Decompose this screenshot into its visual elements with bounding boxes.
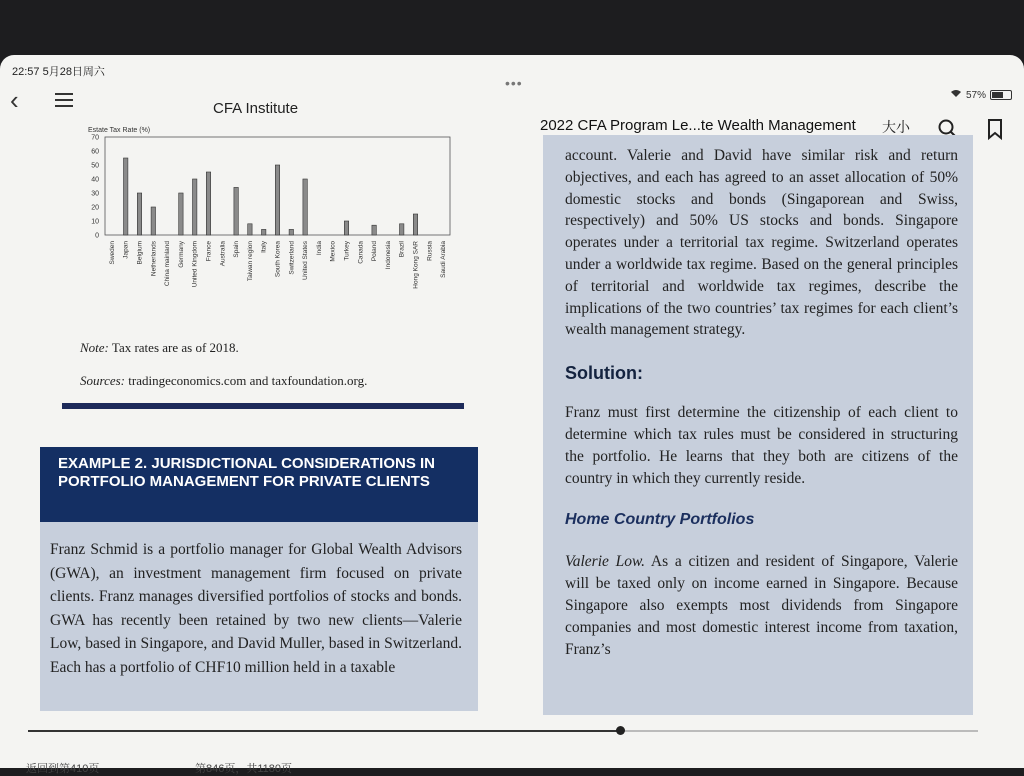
y-tick-label: 70 bbox=[91, 134, 99, 142]
right-para-2: Franz must first determine the citizenship of each client to determine which tax rules must be considered in structuring the portfolio. He learns that they both are citizens of the country in which they currently reside. bbox=[565, 404, 958, 487]
right-para-1: account. Valerie and David have similar risk and return objectives, and each has agreed to an asset allocation of 50% domestic stocks and bonds (Singaporean and Swiss, respectively) and 50% US stocks and bonds. Singapore operates under a territorial tax regime. Switzerland operates under a worldwide tax regime. Based on the general principles of territorial and worldwide tax regimes, describe the implications of the two countries’ tax regimes for each client’s wealth management strategy. bbox=[565, 147, 958, 339]
bar bbox=[262, 229, 266, 235]
back-button[interactable]: ‹ bbox=[10, 85, 19, 115]
right-para-3: Valerie Low. As a citizen and resident of Singapore, Valerie will be taxed only on income earned in Singapore. Because Singapore also exempts most dividends from Singapore companies and most domestic interest income from taxation, Franz’s bbox=[565, 553, 959, 658]
x-tick-label: India bbox=[315, 241, 323, 256]
x-tick-label: Spain bbox=[233, 241, 241, 258]
x-tick-label: Belgium bbox=[136, 241, 144, 265]
x-tick-label: Australia bbox=[219, 241, 227, 267]
x-tick-label: United States bbox=[302, 241, 310, 281]
x-tick-label: Japan bbox=[122, 241, 130, 259]
x-tick-label: France bbox=[205, 241, 213, 262]
page-counter: 第846页，共1180页 bbox=[195, 763, 293, 775]
book-title: 2022 CFA Program Le...te Wealth Management bbox=[540, 117, 856, 134]
bar bbox=[344, 221, 348, 235]
x-tick-label: Netherlands bbox=[150, 241, 158, 277]
x-tick-label: Mexico bbox=[329, 241, 337, 262]
more-dots[interactable]: ••• bbox=[505, 75, 523, 91]
x-tick-label: Hong Kong SAR bbox=[412, 241, 420, 289]
bar bbox=[289, 229, 293, 235]
x-tick-label: China mainland bbox=[164, 241, 172, 287]
y-tick-label: 0 bbox=[95, 232, 99, 240]
progress-fill bbox=[28, 730, 623, 732]
x-tick-label: Sweden bbox=[108, 241, 116, 265]
section-rule bbox=[62, 403, 464, 409]
y-tick-label: 10 bbox=[91, 218, 99, 226]
status-time: 22:57 5月28日周六 bbox=[12, 66, 105, 78]
bar bbox=[124, 158, 128, 235]
bar bbox=[206, 172, 210, 235]
x-tick-label: Switzerland bbox=[288, 241, 296, 275]
y-tick-label: 30 bbox=[91, 190, 99, 198]
y-tick-label: 40 bbox=[91, 176, 99, 184]
x-tick-label: Turkey bbox=[343, 241, 351, 261]
bar bbox=[303, 179, 307, 235]
example-title: EXAMPLE 2. JURISDICTIONAL CONSIDERATIONS IN PORTFOLIO MANAGEMENT FOR PRIVATE CLIENTS bbox=[40, 447, 478, 522]
example-box bbox=[40, 447, 478, 711]
x-tick-label: Canada bbox=[357, 241, 365, 264]
toc-icon[interactable] bbox=[55, 93, 73, 107]
example-body: Franz Schmid is a portfolio manager for Global Wealth Advisors (GWA), an investment management firm focused on private clients. Franz manages diversified portfolios of stocks and bonds. GWA has recently been retained by two new clients—Valerie Low, based in Singapore, and David Muller, based in Switzerland. Each has a portfolio of CHF10 million held in a taxable bbox=[50, 541, 462, 676]
x-tick-label: Saudi Arabia bbox=[440, 241, 448, 278]
bar bbox=[413, 214, 417, 235]
bar bbox=[275, 165, 279, 235]
solution-heading: Solution: bbox=[565, 363, 643, 384]
y-tick-label: 50 bbox=[91, 162, 99, 170]
wifi-icon bbox=[950, 89, 962, 101]
bar bbox=[248, 224, 252, 235]
status-right bbox=[950, 89, 1012, 101]
home-country-heading: Home Country Portfolios bbox=[565, 511, 755, 529]
x-tick-label: Italy bbox=[260, 241, 268, 253]
return-to-page-link[interactable]: 返回到第410页 bbox=[26, 763, 100, 775]
progress-handle[interactable] bbox=[616, 726, 625, 735]
estate-tax-chart bbox=[85, 125, 465, 330]
x-tick-label: United Kingdom bbox=[191, 241, 199, 288]
font-size-button[interactable]: 大小 bbox=[882, 119, 910, 135]
reader-screen bbox=[0, 55, 1024, 775]
y-axis-label: Estate Tax Rate (%) bbox=[88, 127, 151, 134]
chart-sources: Sources: tradingeconomics.com and taxfoundation.org. bbox=[80, 373, 368, 388]
battery-percent: 57% bbox=[965, 89, 986, 101]
chart-note: Note: Tax rates are as of 2018. bbox=[80, 340, 239, 355]
bar bbox=[137, 193, 141, 235]
x-tick-label: Germany bbox=[177, 241, 185, 268]
bar bbox=[372, 225, 376, 235]
bar bbox=[179, 193, 183, 235]
x-tick-label: South Korea bbox=[274, 241, 282, 278]
x-tick-label: Poland bbox=[371, 241, 379, 262]
example-continued-box bbox=[543, 135, 973, 715]
battery-icon bbox=[990, 90, 1012, 100]
x-tick-label: Brazil bbox=[398, 241, 406, 258]
x-tick-label: Russia bbox=[426, 241, 434, 261]
bar bbox=[151, 207, 155, 235]
bar bbox=[234, 187, 238, 235]
x-tick-label: Indonesia bbox=[384, 241, 392, 270]
page-progress-bar[interactable] bbox=[28, 730, 978, 732]
bookmark-icon[interactable] bbox=[988, 119, 1002, 144]
bar bbox=[193, 179, 197, 235]
y-tick-label: 60 bbox=[91, 148, 99, 156]
left-page-title: CFA Institute bbox=[213, 100, 299, 117]
x-tick-label: Taiwan region bbox=[246, 241, 254, 282]
y-tick-label: 20 bbox=[91, 204, 99, 212]
bar bbox=[400, 224, 404, 235]
